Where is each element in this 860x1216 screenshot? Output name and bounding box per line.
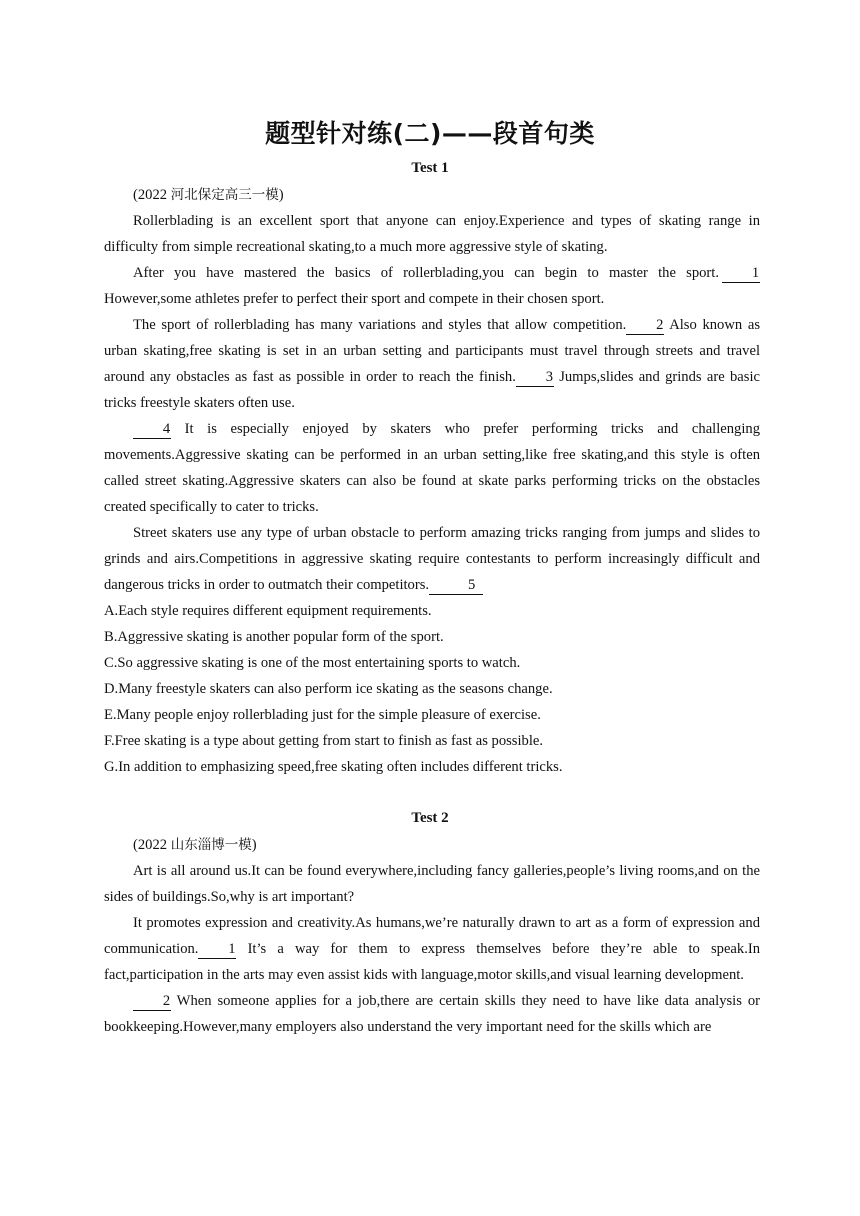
test1-paragraph-3: The sport of rollerblading has many variations and styles that allow competition. 2 Also known as urban skating,free skating is set in an urban setting and participants must travel through streets and travel around any obstacles as fast as possible in order to reach the finish. 3 Jumps,slides and grinds are basic tricks freestyle skaters often use. [104,317,761,411]
test1-blank-5: 5 [429,576,483,595]
option-e: E.Many people enjoy rollerblading just for the simple pleasure of exercise. [104,707,541,723]
test1-paragraph-4: 4 It is especially enjoyed by skaters who prefer performing tricks and challenging movements.Aggressive skating can be performed in an urban setting,like free skating,and this style is often called street skating.Aggressive skaters can also be found at skate parks performing tricks on the obstacles created specifically to cater to tricks. [104,421,760,515]
option-d: D.Many freestyle skaters can also perform ice skating as the seasons change. [104,681,553,697]
test2-paragraph-2: It promotes expression and creativity.As humans,we’re naturally drawn to art as a form of expression and communication. 1 It’s a way for them to express themselves before they’re able to speak.In fact,participation in the arts may even assist kids with language,motor skills,and visual learning development. [104,915,760,983]
option-f: F.Free skating is a type about getting from start to finish as fast as possible. [104,733,544,749]
test1-heading: Test 1 [411,160,449,176]
test2-source: (2022 山东淄博一模) [133,837,257,853]
test2-paragraph-1: Art is all around us.It can be found everywhere,including fancy galleries,people’s living rooms,and on the sides of buildings.So,why is art important? [104,863,760,905]
test2-blank-2: 2 [133,992,171,1011]
test2-paragraph-3: 2 When someone applies for a job,there are certain skills they need to have like data analysis or bookkeeping.However,many employers also understand the very important need for the skills which are [104,993,760,1035]
test1-blank-3: 3 [516,368,554,387]
test1-paragraph-1: Rollerblading is an excellent sport that anyone can enjoy.Experience and types of skating range in difficulty from simple recreational skating,to a much more aggressive style of skating. [104,213,760,255]
option-c: C.So aggressive skating is one of the most entertaining sports to watch. [104,655,521,671]
page-title: 题型针对练(二)——段首句类 [265,119,595,148]
test1-source: (2022 河北保定高三一模) [133,187,284,203]
test1-paragraph-2: After you have mastered the basics of rollerblading,you can begin to master the sport. 1 However,some athletes prefer to perfect their sport and compete in their chosen sport. [104,265,760,307]
option-a: A.Each style requires different equipment requirements. [104,603,432,619]
test1-blank-1: 1 [722,264,760,283]
option-b: B.Aggressive skating is another popular form of the sport. [104,629,444,645]
option-g: G.In addition to emphasizing speed,free skating often includes different tricks. [104,759,563,775]
test2-blank-1: 1 [198,940,236,959]
test1-blank-4: 4 [133,420,171,439]
test2-passage [104,832,760,1040]
test2-heading: Test 2 [411,810,449,826]
test1-passage [104,182,760,780]
test1-blank-2: 2 [626,316,664,335]
test1-paragraph-5: Street skaters use any type of urban obstacle to perform amazing tricks ranging from jumps and slides to grinds and airs.Competitions in aggressive skating require contestants to perform increasingly difficult and dangerous tricks in order to outmatch their competitors. 5 [104,525,760,593]
